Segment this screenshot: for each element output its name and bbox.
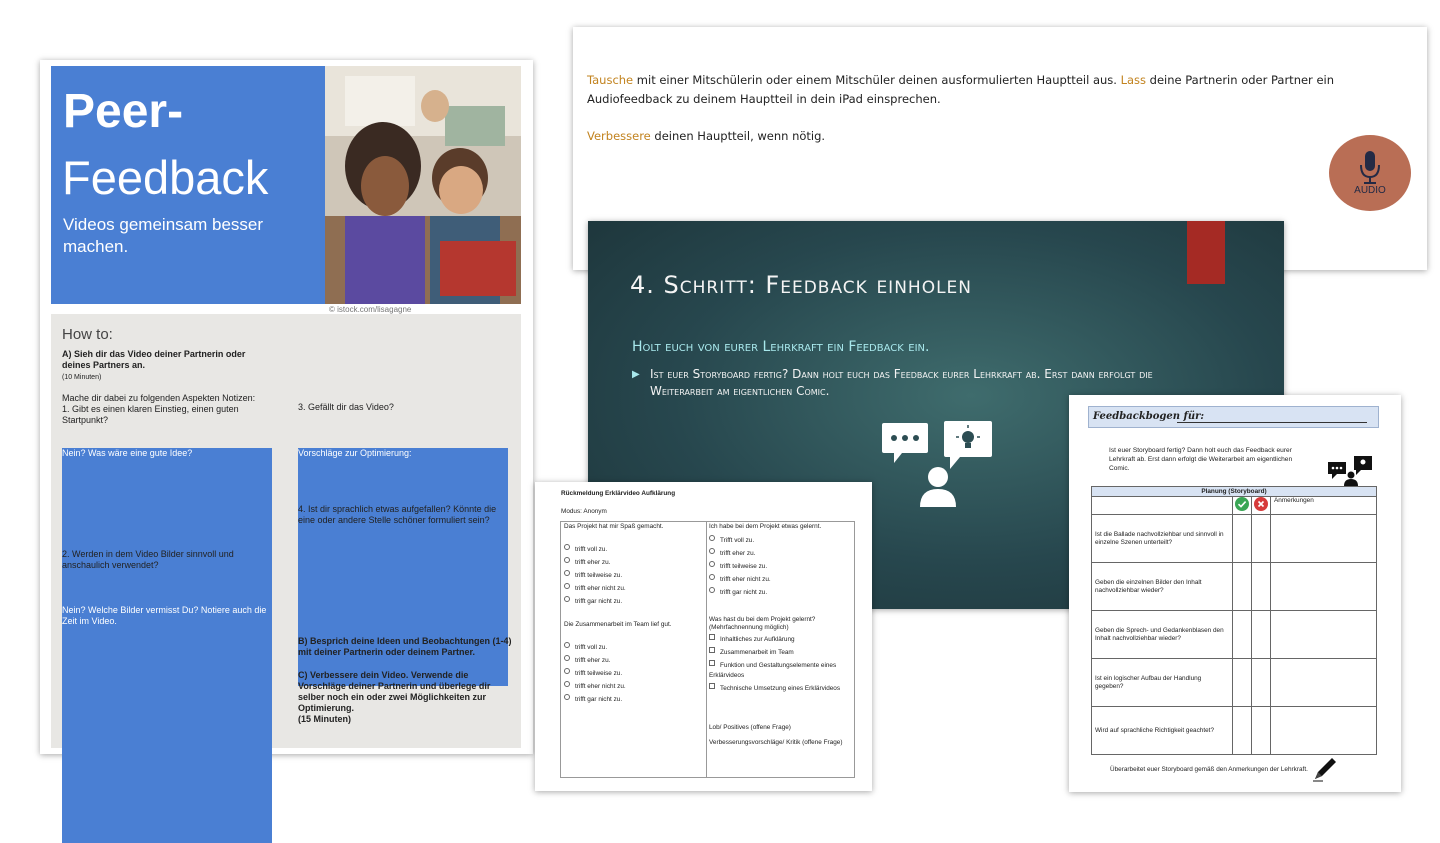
radio-option[interactable]: trifft eher nicht zu. <box>709 573 771 586</box>
question-2: 2. Werden in dem Video Bilder sinnvoll und anschaulich verwendet? <box>62 549 234 570</box>
step-a-time: (10 Minuten) <box>62 374 102 381</box>
radio-option[interactable]: trifft voll zu. <box>564 543 626 556</box>
peer-title-line2: Feedback <box>62 151 269 204</box>
notes-cell[interactable] <box>1271 659 1377 707</box>
radio-option[interactable]: trifft teilweise zu. <box>564 667 626 680</box>
peer-feedback-sheet <box>40 60 533 754</box>
verb-verbessere: Verbessere <box>587 129 651 143</box>
slide-subtitle: Holt euch von eurer Lehrkraft ein Feedback ein. <box>632 339 930 355</box>
bogen-footer: Überarbeitet euer Storyboard gemäß den Anmerkungen der Lehrkraft. <box>1110 766 1308 773</box>
check-cell[interactable] <box>1233 707 1252 755</box>
radio-option[interactable]: trifft eher zu. <box>709 547 771 560</box>
bogen-intro: Ist euer Storyboard fertig? Dann holt euch das Feedback eurer Lehrkraft ab. Erst dann erfolgt die Weiterarbeit am eigentlichen Comic. <box>1109 447 1293 472</box>
classroom-photo <box>325 66 521 304</box>
right-checks <box>709 634 849 694</box>
step-b-heading: B) Besprich deine Ideen und Beobachtungen (1-4) mit deiner Partnerin oder deinem Partner. <box>298 636 512 657</box>
table-title: Planung (Storyboard) <box>1092 487 1377 497</box>
left-question-2: Die Zusammenarbeit im Team lief gut. <box>564 621 672 628</box>
bogen-header <box>1088 406 1379 428</box>
notes-cell[interactable] <box>1271 515 1377 563</box>
left-options-1 <box>564 543 626 608</box>
instruction-text-1: mit einer Mitschülerin oder einem Mitschüler deinen ausformulierten Hauptteil aus. <box>633 73 1121 87</box>
right-question-2: Was hast du bei dem Projekt gelernt? (Mehrfachnennung möglich) <box>709 616 816 631</box>
radio-option[interactable]: trifft eher nicht zu. <box>564 582 626 595</box>
question-3: 3. Gefällt dir das Video? <box>298 402 394 412</box>
radio-option[interactable]: trifft voll zu. <box>564 641 626 654</box>
step-c-time: (15 Minuten) <box>298 714 351 724</box>
right-question-3: Lob/ Positives (offene Frage) <box>709 724 791 731</box>
check-cell[interactable] <box>1233 659 1252 707</box>
cross-cell[interactable] <box>1252 611 1271 659</box>
feedbackbogen-sheet <box>1069 395 1401 792</box>
radio-option[interactable]: trifft eher zu. <box>564 556 626 569</box>
checkbox-option[interactable]: Technische Umsetzung eines Erklärvideos <box>709 683 849 694</box>
peer-subtitle: Videos gemeinsam besser machen. <box>63 215 264 256</box>
right-question-4: Verbesserungsvorschläge/ Kritik (offene Frage) <box>709 739 843 746</box>
check-icon <box>1235 497 1249 511</box>
speech-people-icon <box>1328 456 1374 486</box>
audio-badge[interactable] <box>1329 135 1411 211</box>
notes-column-header: Anmerkungen <box>1271 497 1377 515</box>
howto-heading: How to: <box>62 326 113 343</box>
question-3-hint: Vorschläge zur Optimierung: <box>298 448 508 686</box>
audio-label: AUDIO <box>1354 185 1386 196</box>
verb-lass: Lass <box>1120 73 1147 87</box>
cross-cell[interactable] <box>1252 707 1271 755</box>
check-cell[interactable] <box>1233 515 1252 563</box>
check-cell[interactable] <box>1233 611 1252 659</box>
photo-credit: © istock.com/lisagagne <box>329 305 412 314</box>
check-cell[interactable] <box>1233 563 1252 611</box>
verb-tausche: Tausche <box>587 73 634 87</box>
instruction-text-2: deine Partnerin oder Partner ein Audiofeedback zu deinem Hauptteil in dein iPad einsprechen. <box>587 73 1334 106</box>
cross-column <box>1252 497 1271 515</box>
question-2-hint: Nein? Welche Bilder vermisst Du? Notiere auch die Zeit im Video. <box>62 605 272 843</box>
cross-icon <box>1254 497 1268 511</box>
how-to-panel <box>51 314 521 748</box>
radio-option[interactable]: trifft eher nicht zu. <box>564 680 626 693</box>
peer-title-block <box>51 66 325 304</box>
peer-title-line1: Peer- <box>63 85 184 138</box>
radio-option[interactable]: trifft gar nicht zu. <box>564 595 626 608</box>
step-a-heading: A) Sieh dir das Video deiner Partnerin oder deines Partners an. <box>62 349 246 370</box>
radio-option[interactable]: trifft gar nicht zu. <box>709 586 771 599</box>
radio-option[interactable]: trifft gar nicht zu. <box>564 693 626 706</box>
table-row: Ist die Ballade nachvollziehbar und sinnvoll in einzelne Szenen unterteilt? <box>1092 515 1233 563</box>
notes-cell[interactable] <box>1271 611 1377 659</box>
notes-intro: Mache dir dabei zu folgenden Aspekten Notizen: <box>62 393 256 403</box>
radio-option[interactable]: Trifft voll zu. <box>709 534 771 547</box>
notes-cell[interactable] <box>1271 563 1377 611</box>
notes-cell[interactable] <box>1271 707 1377 755</box>
question-1: 1. Gibt es einen klaren Einstieg, einen guten Startpunkt? <box>62 404 239 425</box>
name-line[interactable] <box>1177 422 1367 423</box>
rueckmeldung-form <box>535 482 872 791</box>
question-4: 4. Ist dir sprachlich etwas aufgefallen? Könnte die eine oder andere Stelle schöner formuliert sein? <box>298 504 497 525</box>
radio-option[interactable]: trifft teilweise zu. <box>709 560 771 573</box>
bogen-title: Feedbackbogen für: <box>1093 411 1205 422</box>
slide-red-tab <box>1187 221 1225 284</box>
storyboard-table <box>1091 486 1377 755</box>
checkbox-option[interactable]: Zusammenarbeit im Team <box>709 647 849 658</box>
question-1-hint: Nein? Was wäre eine gute Idee? <box>62 448 272 686</box>
slide-title: 4. Schritt: Feedback einholen <box>630 271 973 299</box>
cross-cell[interactable] <box>1252 659 1271 707</box>
cross-cell[interactable] <box>1252 563 1271 611</box>
microphone-icon <box>1357 149 1383 185</box>
radio-option[interactable]: trifft eher zu. <box>564 654 626 667</box>
right-options-1 <box>709 534 771 599</box>
instruction-paragraph-1 <box>587 71 1347 109</box>
table-row: Wird auf sprachliche Richtigkeit geachtet? <box>1092 707 1233 755</box>
right-question-1: Ich habe bei dem Projekt etwas gelernt. <box>709 523 822 530</box>
form-mode: Modus: Anonym <box>561 508 607 515</box>
form-title: Rückmeldung Erklärvideo Aufklärung <box>561 490 676 497</box>
table-row: Geben die Sprech- und Gedankenblasen den Inhalt nachvollziehbar wieder? <box>1092 611 1233 659</box>
table-row: Geben die einzelnen Bilder den Inhalt nachvollziehbar wieder? <box>1092 563 1233 611</box>
cross-cell[interactable] <box>1252 515 1271 563</box>
radio-option[interactable]: trifft teilweise zu. <box>564 569 626 582</box>
table-row: Ist ein logischer Aufbau der Handlung gegeben? <box>1092 659 1233 707</box>
step-c-heading: C) Verbessere dein Video. Verwende die Vorschläge deiner Partnerin und überlege dir selber noch ein oder zwei Möglichkeiten zur Optimierung. <box>298 670 491 713</box>
left-question-1: Das Projekt hat mir Spaß gemacht. <box>564 523 664 530</box>
checkbox-option[interactable]: Funktion und Gestaltungselemente eines Erklärvideos <box>709 662 837 679</box>
checkbox-option[interactable]: Inhaltliches zur Aufklärung <box>709 634 849 645</box>
left-options-2 <box>564 641 626 706</box>
feedback-people-icon <box>880 419 994 509</box>
instruction-text-3: deinen Hauptteil, wenn nötig. <box>650 129 826 143</box>
check-column <box>1233 497 1252 515</box>
slide-bullet-text: Ist euer Storyboard fertig? Dann holt euch das Feedback eurer Lehrkraft ab. Erst dann erfolgt die Weiterarbeit am eigentlichen Comic. <box>650 367 1153 398</box>
pen-icon <box>1311 755 1339 783</box>
bullet-arrow-icon: ▶ <box>632 369 640 380</box>
instruction-paragraph-2 <box>587 127 1347 146</box>
